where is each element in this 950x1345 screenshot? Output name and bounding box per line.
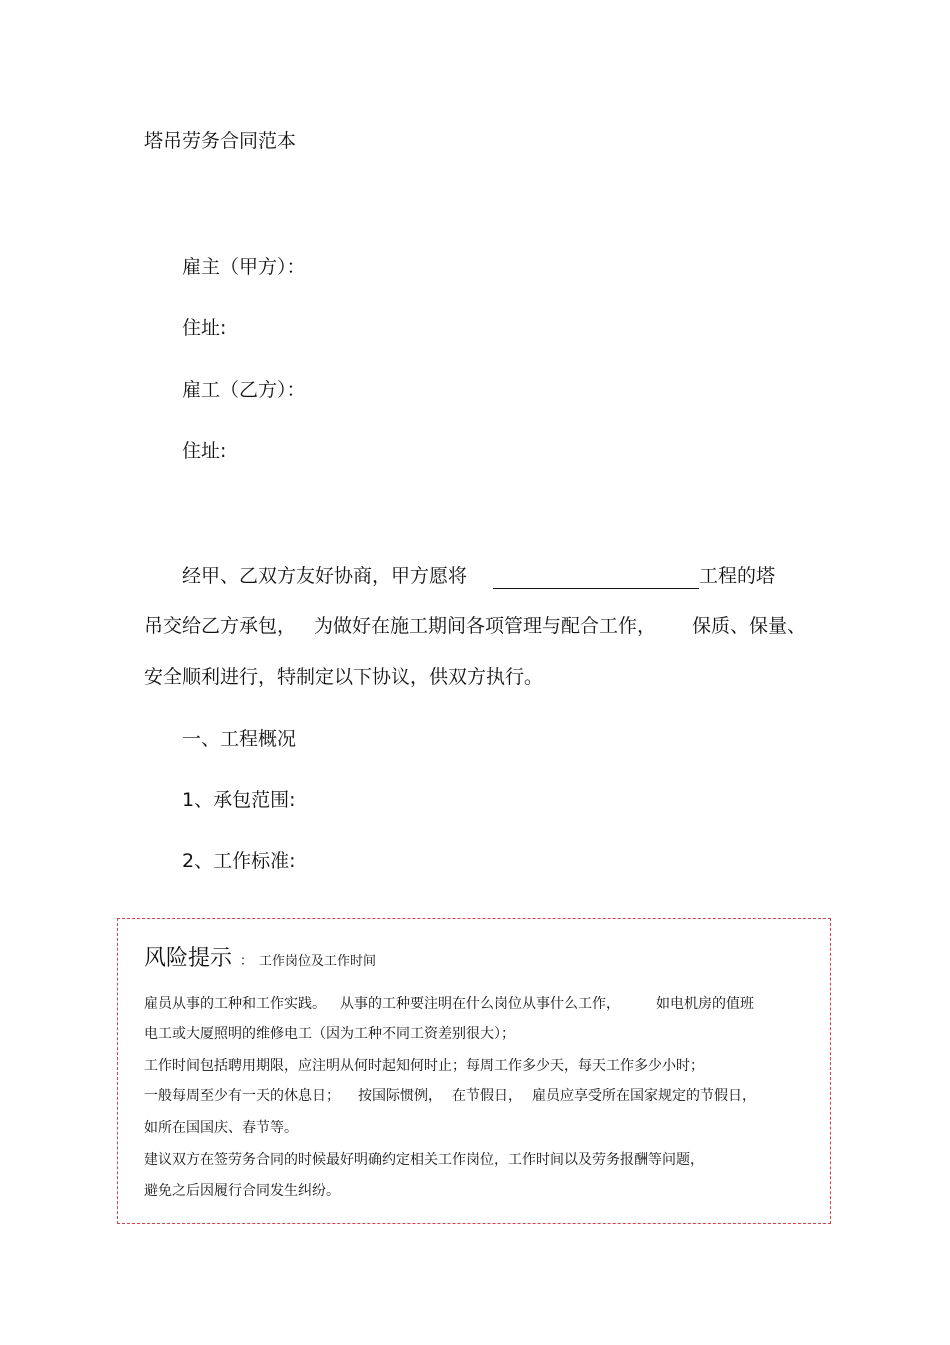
risk-notice-separator: ： [240,953,254,969]
risk-line-2: 电工或大厦照明的维修电工（因为工种不同工资差别很大）； [144,1026,515,1042]
risk-notice-box [117,918,831,1224]
intro-text: 为做好在施工期间各项管理与配合工作， [314,615,657,637]
intro-text: 保质、保量、 [692,615,807,637]
section-item-scope: 1、承包范围: [182,789,296,811]
section-item-standard: 2、工作标准: [182,850,296,872]
risk-text: 雇员应享受所在国家规定的节假日， [532,1088,756,1104]
section-heading: 一、工程概况 [182,728,297,750]
risk-notice-header [144,945,376,973]
risk-text: 如电机房的值班 [656,996,754,1012]
risk-text: 雇员从事的工种和工作实践。 [144,996,326,1012]
risk-text: 一般每周至少有一天的休息日； [144,1088,340,1104]
employee-address-field: 住址: [182,440,227,462]
intro-line-2 [144,613,806,639]
risk-line-4 [144,1086,756,1106]
employee-field: 雇工（乙方）： [182,379,306,401]
risk-text: 按国际惯例， [358,1088,442,1104]
risk-notice-label: 风险提示 [144,946,233,971]
employer-address-field: 住址: [182,317,227,339]
risk-line-6: 建议双方在签劳务合同的时候最好明确约定相关工作岗位，工作时间以及劳务报酬等问题， [144,1152,704,1168]
intro-text: 吊交给乙方承包， [144,615,297,637]
intro-text: 经甲、乙双方友好协商，甲方愿将 [182,565,468,587]
risk-text: 从事的工种要注明在什么岗位从事什么工作， [340,996,620,1012]
page-title: 塔吊劳务合同范本 [144,130,297,152]
risk-line-3: 工作时间包括聘用期限，应注明从何时起知何时止；每周工作多少天，每天工作多少小时； [144,1058,704,1074]
project-name-blank[interactable] [493,568,699,589]
risk-line-5: 如所在国国庆、春节等。 [144,1120,298,1136]
risk-text: 在节假日， [452,1088,522,1104]
risk-line-7: 避免之后因履行合同发生纠纷。 [144,1183,340,1199]
intro-line-1 [182,563,775,589]
risk-notice-topic: 工作岗位及工作时间 [259,953,377,969]
intro-text: 工程的塔 [699,565,776,587]
employer-field: 雇主（甲方）： [182,256,306,278]
risk-line-1 [144,994,754,1014]
intro-line-3: 安全顺利进行，特制定以下协议，供双方执行。 [144,666,544,688]
